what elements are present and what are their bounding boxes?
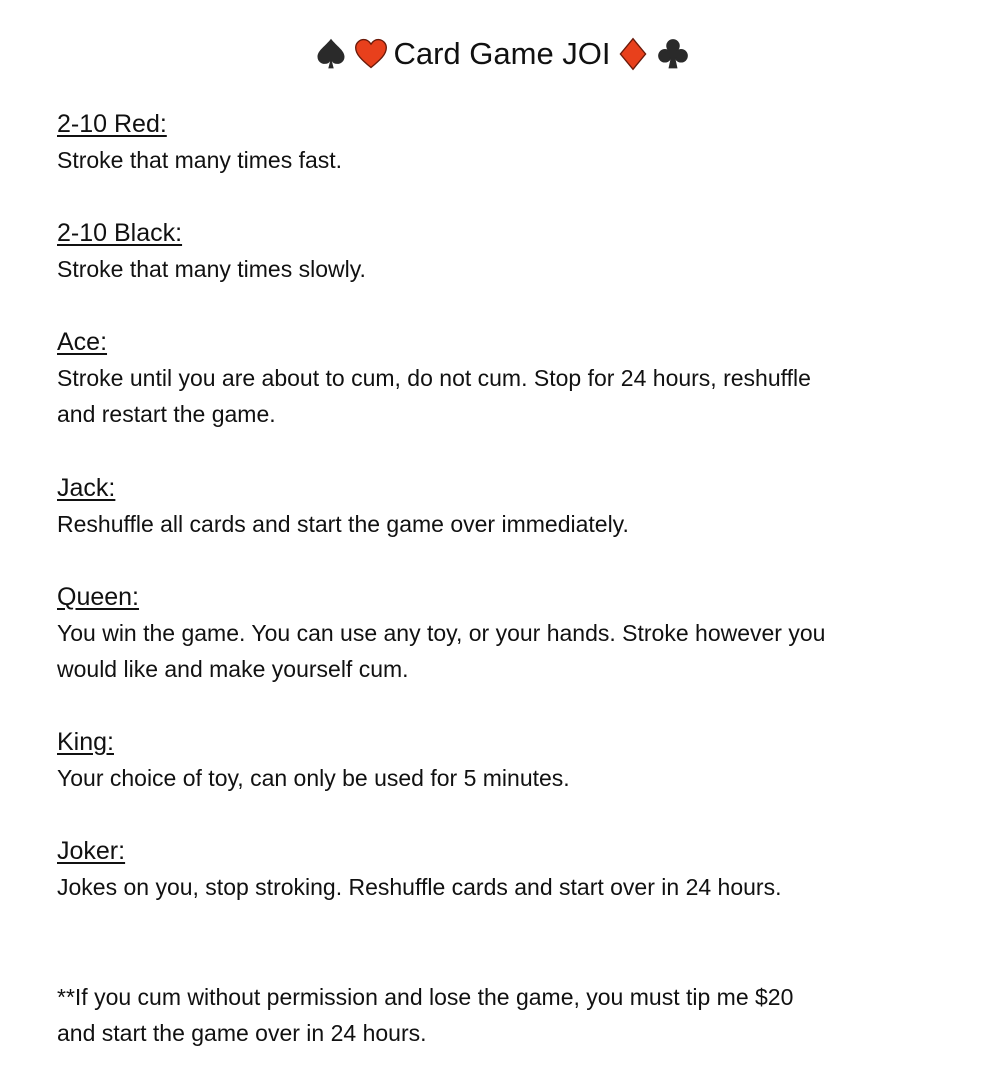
rule-section-ace [57, 324, 957, 432]
rule-text: Jokes on you, stop stroking. Reshuffle cards and start over in 24 hours. [57, 874, 782, 900]
rule-section-queen [57, 579, 957, 687]
rule-section-jack [57, 470, 957, 542]
rule-heading: 2-10 Red: [57, 110, 167, 138]
footnote [57, 979, 957, 1051]
document-title [0, 30, 1004, 78]
rule-heading: 2-10 Black: [57, 219, 183, 247]
rule-text: Your choice of toy, can only be used for 5 minutes. [57, 765, 570, 791]
rule-text: Stroke that many times fast. [57, 147, 343, 173]
rule-heading: Joker: [57, 837, 126, 865]
rule-section-2-10-black [57, 215, 957, 287]
heart-icon [353, 36, 389, 72]
spade-icon [313, 36, 349, 72]
diamond-icon [615, 36, 651, 72]
title-text: Card Game JOI [393, 36, 611, 71]
rule-text: and restart the game. [57, 401, 276, 427]
rule-heading: King: [57, 728, 114, 756]
club-icon [655, 36, 691, 72]
rule-text: You win the game. You can use any toy, or your hands. Stroke however you [57, 620, 826, 646]
rule-text: Stroke that many times slowly. [57, 256, 366, 282]
rule-section-2-10-red [57, 106, 957, 178]
footnote-text: and start the game over in 24 hours. [57, 1020, 427, 1046]
rule-section-joker [57, 833, 957, 905]
rule-heading: Ace: [57, 328, 108, 356]
rule-heading: Queen: [57, 583, 140, 611]
rule-text: would like and make yourself cum. [57, 656, 409, 682]
footnote-text: **If you cum without permission and lose the game, you must tip me $20 [57, 984, 794, 1010]
rule-section-king [57, 724, 957, 796]
rule-text: Reshuffle all cards and start the game over immediately. [57, 511, 629, 537]
rule-heading: Jack: [57, 474, 116, 502]
rule-text: Stroke until you are about to cum, do not cum. Stop for 24 hours, reshuffle [57, 365, 811, 391]
